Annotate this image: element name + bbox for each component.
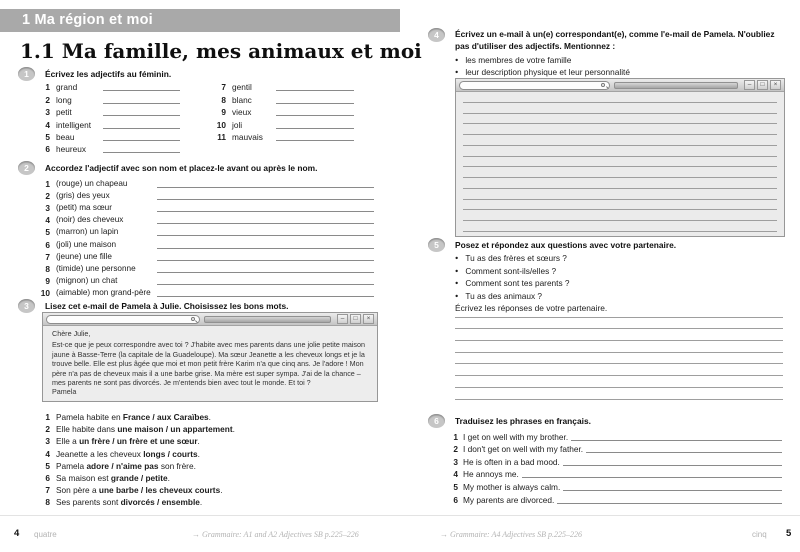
- bullet-item: [455, 266, 570, 279]
- email-write-area: [456, 92, 784, 236]
- search-bar: [459, 81, 610, 90]
- list-item: [38, 237, 374, 249]
- item-text: He is often in a bad mood.: [463, 456, 560, 467]
- list-item: [210, 105, 354, 117]
- answer-line: [157, 248, 374, 249]
- list-item: [38, 262, 374, 274]
- write-line: [455, 364, 783, 376]
- close-button: ×: [770, 80, 781, 90]
- search-icon: [191, 317, 195, 321]
- write-line: [463, 221, 777, 232]
- list-item: [38, 286, 374, 298]
- answer-line: [157, 187, 374, 188]
- write-line: [463, 135, 777, 146]
- item-number: 4: [45, 448, 50, 459]
- answer-line: [103, 90, 180, 91]
- item-number: 2: [453, 444, 458, 455]
- answer-line: [276, 128, 354, 129]
- item-text: I get on well with my brother.: [463, 431, 569, 442]
- item-text: (joli) une maison: [56, 239, 117, 249]
- item-text: My mother is always calm.: [463, 481, 561, 492]
- item-text: (rouge) un chapeau: [56, 179, 128, 189]
- bullet-item: [455, 55, 630, 67]
- list-item: [210, 130, 354, 142]
- item-text-end: .: [199, 497, 203, 508]
- answer-line: [276, 115, 354, 116]
- item-text: (petit) ma sœur: [56, 203, 112, 213]
- answer-line: [103, 128, 180, 129]
- page-number: 5: [786, 528, 792, 539]
- section-title: 1.1 Ma famille, mes animaux et moi: [20, 39, 422, 63]
- item-number: 6: [453, 494, 458, 505]
- item-number: 4: [45, 215, 50, 226]
- item-number: 9: [45, 275, 50, 286]
- item-number: 1: [453, 431, 458, 442]
- list-item: [38, 436, 378, 448]
- item-text: Jeanette a les cheveux: [56, 448, 144, 459]
- bullet-text: les membres de votre famille: [465, 55, 572, 65]
- write-line: [455, 376, 783, 388]
- bullet-text: Comment sont tes parents ?: [465, 278, 570, 289]
- item-text: (jeune) une fille: [56, 251, 112, 261]
- item-word: gentil: [232, 82, 252, 93]
- item-text: Sa maison est: [56, 472, 111, 483]
- write-line: [463, 157, 777, 168]
- list-item: [38, 130, 180, 142]
- bullet-icon: ●: [455, 255, 459, 262]
- grammar-reference: → Grammaire: A1 and A2 Adjectives SB p.225–226: [192, 530, 359, 539]
- answer-line: [103, 103, 180, 104]
- list-item: [210, 92, 354, 104]
- exercise-5-instruction: Posez et répondez aux questions avec votre partenaire.: [455, 240, 677, 250]
- list-item: [38, 92, 180, 104]
- list-item: [38, 105, 180, 117]
- email-content: [43, 326, 377, 401]
- write-line: [463, 178, 777, 189]
- page-number: 4: [14, 528, 20, 539]
- item-text-end: .: [220, 485, 223, 496]
- item-word: grand: [56, 82, 78, 93]
- answer-line: [571, 440, 782, 441]
- item-word: joli: [232, 119, 243, 130]
- answer-line: [522, 477, 782, 478]
- list-item: [38, 201, 374, 213]
- list-item: [448, 479, 782, 492]
- item-number: 3: [453, 456, 458, 467]
- item-text: Elle habite dans: [56, 424, 118, 435]
- choice-options: adore / n'aime pas: [86, 460, 159, 471]
- list-item: [38, 117, 180, 129]
- close-button: ×: [363, 314, 374, 324]
- answer-line: [563, 490, 782, 491]
- list-item: [448, 454, 782, 467]
- item-word: heureux: [56, 144, 86, 155]
- write-line: [463, 210, 777, 221]
- answer-line: [157, 272, 374, 273]
- item-number: 1: [45, 82, 50, 93]
- item-word: mauvais: [232, 131, 263, 142]
- item-number: 8: [45, 263, 50, 274]
- email-window-toolbar: [456, 79, 784, 92]
- item-text-end: .: [167, 472, 170, 483]
- item-number: 7: [221, 82, 226, 93]
- email-body: Est-ce que je peux correspondre avec toi ? J'habite avec mes parents dans une jolie petite maison jaune à Basse-Terre (la capitale de la Guadeloupe). Ma sœur Jeanette a les cheveux longs et je la trouve belle. Elle est plus âgée que moi et mon petit frère Karim n'a que cinq ans. Je l'adore ! Mon père n'a pas de cheveux mais il a une barbe grise. Ma mère est super sympa. J'ai de la chance – mes parents ne sont pas divorcés. Je m'entends bien avec tout le monde. Et toi ?: [52, 340, 366, 388]
- item-number: 4: [453, 469, 458, 480]
- exercise-1-badge: 1: [18, 67, 35, 81]
- list-item: [38, 274, 374, 286]
- list-item: [448, 429, 782, 442]
- item-number: 2: [45, 424, 50, 435]
- answer-line: [157, 260, 374, 261]
- write-line: [463, 189, 777, 200]
- exercise-3-list: [38, 412, 378, 510]
- choice-options: une maison / un appartement: [117, 424, 233, 435]
- exercise-6-instruction: Traduisez les phrases en français.: [455, 416, 591, 426]
- write-line: [463, 92, 777, 103]
- answer-line: [157, 199, 374, 200]
- page-word: quatre: [34, 530, 57, 539]
- exercise-3-instruction: Lisez cet e-mail de Pamela à Julie. Choisissez les bons mots.: [45, 301, 289, 311]
- item-text: Son père a: [56, 485, 99, 496]
- list-item: [38, 177, 374, 189]
- item-number: 2: [45, 94, 50, 105]
- answer-line: [103, 115, 180, 116]
- item-number: 1: [45, 412, 50, 422]
- answer-line: [157, 284, 374, 285]
- list-item: [210, 117, 354, 129]
- choice-options: France / aux Caraïbes: [122, 412, 209, 422]
- item-text: (mignon) un chat: [56, 275, 118, 285]
- choice-options: divorcés / ensemble: [120, 497, 200, 508]
- write-line: [463, 103, 777, 114]
- bullet-icon: ●: [455, 57, 459, 64]
- exercise-1-column-2: [210, 80, 354, 142]
- list-item: [38, 497, 378, 509]
- answer-line: [586, 452, 782, 453]
- item-text: I don't get on well with my father.: [463, 444, 584, 455]
- write-line: [455, 388, 783, 400]
- answer-line: [557, 503, 782, 504]
- write-line: [455, 353, 783, 365]
- write-line: [463, 124, 777, 135]
- unit-header: [0, 9, 400, 32]
- list-item: [38, 461, 378, 473]
- write-line: [463, 167, 777, 178]
- item-text: (marron) un lapin: [56, 227, 119, 237]
- item-number: 3: [45, 203, 50, 214]
- item-number: 1: [45, 179, 50, 190]
- exercise-2-instruction: Accordez l'adjectif avec son nom et placez-le avant ou après le nom.: [45, 163, 318, 173]
- write-line: [463, 200, 777, 211]
- exercise-2-badge: 2: [18, 161, 35, 175]
- exercise-4-badge: 4: [428, 28, 445, 42]
- item-word: intelligent: [56, 119, 92, 130]
- item-word: long: [56, 94, 72, 105]
- item-text-end: .: [197, 448, 200, 459]
- exercise-4-instruction: Écrivez un e-mail à un(e) correspondant(e), comme l'e-mail de Pamela. N'oubliez pas d'utiliser des adjectifs. Mentionnez :: [455, 29, 775, 51]
- item-text: Ses parents sont: [56, 497, 121, 508]
- item-text-end: son frère.: [158, 460, 196, 471]
- list-item: [38, 80, 180, 92]
- answer-line: [103, 152, 180, 153]
- bullet-icon: ●: [455, 69, 459, 76]
- item-number: 3: [45, 436, 50, 447]
- choice-options: grande / petite: [110, 472, 168, 483]
- list-item: [448, 442, 782, 455]
- email-compose-window: [455, 78, 785, 237]
- list-item: [38, 250, 374, 262]
- bullet-text: Comment sont-ils/elles ?: [465, 265, 557, 276]
- item-number: 6: [45, 144, 50, 155]
- item-word: petit: [56, 107, 72, 118]
- answer-line: [157, 296, 374, 297]
- write-line: [455, 329, 783, 341]
- list-item: [38, 485, 378, 497]
- exercise-3-badge: 3: [18, 299, 35, 313]
- exercise-1-column-1: [38, 80, 180, 154]
- bullet-icon: ●: [455, 293, 459, 300]
- item-number: 7: [45, 251, 50, 262]
- list-item: [38, 189, 374, 201]
- list-item: [38, 142, 180, 154]
- search-icon: [601, 83, 605, 87]
- write-line: [463, 114, 777, 125]
- exercise-1-instruction: Écrivez les adjectifs au féminin.: [45, 69, 172, 79]
- list-item: [448, 492, 782, 505]
- bullet-item: [455, 253, 570, 266]
- write-line: [455, 318, 783, 330]
- item-number: 5: [45, 460, 50, 471]
- email-window-toolbar: [43, 313, 377, 326]
- item-number: 5: [45, 131, 50, 142]
- grammar-reference: → Grammaire: A4 Adjectives SB p.225–226: [440, 530, 583, 539]
- exercise-4-bullets: [455, 55, 630, 80]
- exercise-5-badge: 5: [428, 238, 445, 252]
- write-line: [455, 341, 783, 353]
- item-number: 5: [453, 481, 458, 492]
- item-number: 11: [217, 131, 226, 142]
- item-number: 7: [45, 485, 50, 496]
- answer-line: [157, 235, 374, 236]
- answer-line: [563, 465, 782, 466]
- search-bar: [46, 315, 200, 324]
- bullet-text: Tu as des frères et sœurs ?: [465, 253, 567, 263]
- list-item: [38, 412, 378, 424]
- exercise-5-bullets: [455, 253, 570, 303]
- item-number: 3: [45, 107, 50, 118]
- list-item: [38, 473, 378, 485]
- bullet-text: leur description physique et leur personnalité: [465, 67, 630, 78]
- item-number: 5: [45, 227, 50, 238]
- item-text: Pamela: [56, 460, 87, 471]
- bullet-icon: ●: [455, 280, 459, 287]
- item-number: 8: [221, 94, 226, 105]
- list-item: [448, 467, 782, 480]
- bullet-icon: ●: [455, 268, 459, 275]
- item-text-end: .: [197, 436, 200, 447]
- item-text: (noir) des cheveux: [56, 215, 124, 225]
- item-text: He annoys me.: [463, 469, 519, 480]
- item-number: 10: [40, 287, 50, 298]
- answer-line: [103, 140, 180, 141]
- maximize-button: □: [350, 314, 361, 324]
- page-edge-line: [0, 515, 800, 516]
- bullet-item: [455, 278, 570, 291]
- item-word: beau: [56, 131, 75, 142]
- toolbar-bar: [204, 316, 331, 323]
- email-window: [42, 312, 378, 402]
- item-word: vieux: [232, 107, 252, 118]
- write-line: [455, 306, 783, 318]
- list-item: [38, 424, 378, 436]
- item-number: 8: [45, 497, 50, 508]
- email-greeting: Chère Julie,: [52, 329, 91, 338]
- item-number: 4: [45, 119, 50, 130]
- page-word: cinq: [752, 530, 767, 539]
- item-number: 2: [45, 191, 50, 202]
- item-text-end: .: [232, 424, 235, 435]
- list-item: [38, 449, 378, 461]
- item-text: (aimable) mon grand-père: [56, 287, 151, 297]
- toolbar-bar: [614, 82, 738, 89]
- exercise-6-list: [448, 429, 782, 505]
- item-text: Pamela habite en: [56, 412, 123, 422]
- answer-line: [276, 90, 354, 91]
- minimize-button: –: [744, 80, 755, 90]
- choice-options: un frère / un frère et une sœur: [79, 436, 198, 447]
- answer-line: [157, 223, 374, 224]
- choice-options: longs / courts: [143, 448, 198, 459]
- item-text: Elle a: [56, 436, 80, 447]
- write-line: [463, 146, 777, 157]
- bullet-item: [455, 291, 570, 304]
- exercise-6-badge: 6: [428, 414, 445, 428]
- item-word: blanc: [232, 94, 252, 105]
- item-number: 9: [221, 107, 226, 118]
- item-text-end: .: [208, 412, 211, 422]
- item-number: 6: [45, 239, 50, 250]
- unit-title: 1 Ma région et moi: [22, 12, 153, 28]
- maximize-button: □: [757, 80, 768, 90]
- bullet-text: Tu as des animaux ?: [465, 290, 543, 301]
- minimize-button: –: [337, 314, 348, 324]
- item-number: 6: [45, 472, 50, 483]
- answer-line: [276, 140, 354, 141]
- list-item: [210, 80, 354, 92]
- exercise-5-sub-instruction: Écrivez les réponses de votre partenaire.: [455, 303, 608, 313]
- choice-options: une barbe / les cheveux courts: [98, 485, 221, 496]
- list-item: [38, 225, 374, 237]
- item-text: My parents are divorced.: [463, 494, 555, 505]
- answer-line: [276, 103, 354, 104]
- exercise-5-answer-area: [455, 306, 783, 400]
- email-signature: Pamela: [52, 387, 77, 397]
- exercise-2-list: [38, 177, 374, 298]
- item-number: 10: [216, 119, 226, 130]
- answer-line: [157, 211, 374, 212]
- item-text: (gris) des yeux: [56, 191, 110, 201]
- list-item: [38, 213, 374, 225]
- item-text: (timide) une personne: [56, 263, 136, 273]
